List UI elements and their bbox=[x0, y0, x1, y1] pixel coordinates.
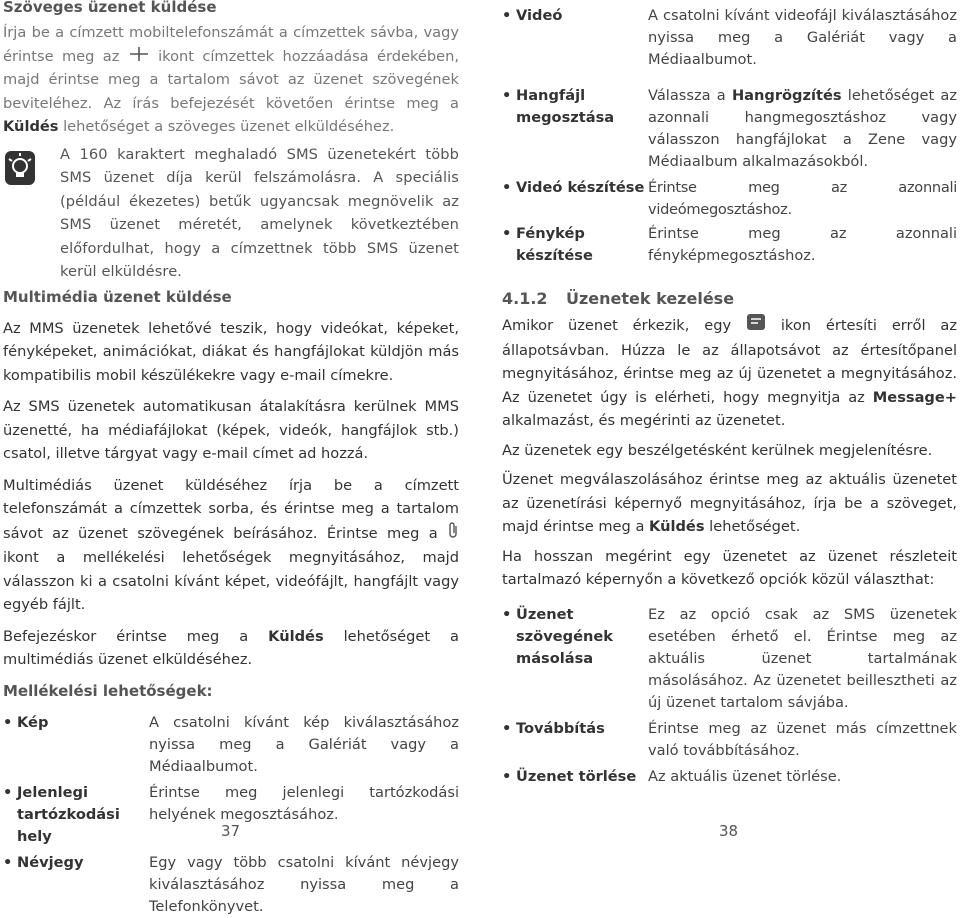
bullet-icon: • bbox=[502, 605, 512, 623]
attach-item-video bbox=[502, 5, 957, 71]
bullet-icon: • bbox=[3, 853, 13, 871]
attach-term: Kép bbox=[17, 713, 49, 731]
attach-heading: Mellékelési lehetőségek: bbox=[3, 681, 213, 700]
manage-p1-a: Amikor üzenet érkezik, egy bbox=[502, 316, 732, 334]
attach-item-audio bbox=[502, 85, 957, 173]
tip-text bbox=[60, 143, 459, 284]
bullet-icon: • bbox=[3, 713, 13, 731]
manage-p1-b: ikon értesíti erről az állapotsávban. Húzza le az állapotsávot az értesítőpanel megnyitásához, érintse meg az új üzenetet a megnyitásához. Az üzenetet úgy is elérheti, hogy megnyitja az bbox=[502, 316, 957, 406]
audio-desc-a: Válassza a bbox=[648, 87, 726, 104]
manage-p3-b: lehetőséget. bbox=[709, 518, 801, 535]
send-bold: Küldés bbox=[3, 118, 59, 136]
audio-desc-b: lehetőséget az azonnali hangmegosztáshoz vagy válasszon hangfájlokat a Zene vagy Médiaalbum alkalmazásokból. bbox=[648, 87, 958, 170]
page-number-left: 37 bbox=[221, 822, 241, 840]
attach-item-contact bbox=[3, 852, 459, 918]
mms-paragraph-3 bbox=[3, 474, 459, 617]
attach-desc: A csatolni kívánt kép kiválasztásához nyissa meg a Galériát vagy a Médiaalbumot. bbox=[149, 713, 459, 775]
sms-text-a: Írja be a címzett mobiltelefonszámát a címzettek sávba, vagy érintse meg az bbox=[3, 24, 459, 65]
manage-paragraph-2: Az üzenetek egy beszélgetésként kerülnek megjelenítésre. bbox=[502, 441, 933, 459]
manage-p1-c: alkalmazást, és megérinti az üzenetet. bbox=[502, 412, 786, 429]
attach-term: Fénykép készítése bbox=[516, 225, 593, 264]
section-heading bbox=[502, 287, 957, 311]
manage-p3-a: Üzenet megválaszolásához érintse meg az aktuális üzenetet az üzenetírási képernyő megnyitásához, írja be a szöveget, majd érintse meg a bbox=[502, 471, 957, 535]
mms-paragraph-2: Az SMS üzenetek automatikusan átalakításra kerülnek MMS üzenetté, ha médiafájlokat (képek, videók, hangfájlok stb.) csatol, illetve tárgyat vagy e-mail címet ad hozzá. bbox=[3, 398, 459, 463]
attach-desc: Érintse meg az azonnali fényképmegosztáshoz. bbox=[648, 225, 957, 264]
option-desc: Ez az opció csak az SMS üzenetek esetében érhető el. Érintse meg az aktuális üzenet tartalmának másolásához. Az üzenetet beillesztheti az új üzenet tartalom sávjába. bbox=[648, 605, 957, 711]
option-copy-text bbox=[502, 604, 957, 714]
attach-item-record-video bbox=[502, 177, 957, 221]
option-term: Továbbítás bbox=[516, 719, 605, 737]
manage-paragraph-4: Ha hosszan megérint egy üzenetet az üzenet részleteit tartalmazó képernyőn a következő opciók közül választhat: bbox=[502, 547, 957, 588]
bullet-icon: • bbox=[502, 225, 512, 242]
attach-term: Névjegy bbox=[17, 853, 84, 871]
sms-text-c: lehetőséget a szöveges üzenet elküldéséhez. bbox=[63, 118, 395, 136]
manage-paragraph-3 bbox=[502, 468, 957, 539]
mms-paragraph-1: Az MMS üzenetek lehetővé teszik, hogy videókat, képeket, fényképeket, animációkat, diákat és hangfájlokat küldjön más kompatibilis mobil készülékekre vagy e-mail címekre. bbox=[3, 319, 459, 384]
lightbulb-tip-icon bbox=[3, 143, 43, 284]
paperclip-icon bbox=[447, 521, 459, 547]
bullet-icon: • bbox=[502, 179, 512, 196]
sms-paragraph bbox=[3, 21, 459, 139]
mms-p4-text-b: lehetőséget a multimédiás üzenet elküldéséhez. bbox=[3, 627, 460, 669]
attach-desc: A csatolni kívánt videofájl kiválasztásához nyissa meg a Galériát vagy a Médiaalbumot. bbox=[648, 7, 957, 68]
message-plus-bold: Message+ bbox=[872, 388, 957, 406]
bullet-icon: • bbox=[502, 767, 512, 785]
record-bold: Hangrögzítés bbox=[731, 87, 842, 104]
option-delete bbox=[502, 766, 957, 788]
attach-desc: Érintse meg jelenlegi tartózkodási helyének megosztásához. bbox=[149, 783, 459, 823]
add-recipient-icon bbox=[128, 45, 150, 69]
attach-term: Videó bbox=[516, 7, 563, 24]
bullet-icon: • bbox=[502, 719, 512, 737]
option-term: Üzenet törlése bbox=[516, 767, 637, 785]
attach-item-photo bbox=[502, 223, 957, 267]
option-desc: Érintse meg az üzenet más címzettnek való továbbításához. bbox=[648, 719, 957, 759]
section-number: 4.1.2 bbox=[502, 289, 548, 308]
bullet-icon: • bbox=[502, 7, 512, 24]
tip-text-a: A 160 karaktert meghaladó SMS üzenetekért több SMS üzenet díja kerül felszámolásra. bbox=[60, 145, 459, 187]
attach-term: Videó készítése bbox=[516, 179, 645, 196]
send-bold-3: Küldés bbox=[649, 518, 705, 535]
attach-desc: Egy vagy több csatolni kívánt névjegy kiválasztásához nyissa meg a Telefonkönyvet. bbox=[149, 853, 459, 915]
page-number-right: 38 bbox=[719, 822, 739, 840]
option-term: Üzenet szövegének másolása bbox=[516, 605, 613, 667]
sms-heading: Szöveges üzenet küldése bbox=[3, 0, 217, 16]
option-desc: Az aktuális üzenet törlése. bbox=[648, 767, 842, 785]
tip-text-b: A speciális (például ékezetes) betűk ugyancsak megnövelik az SMS üzenet méretét, amelynek következtében előfordulhat, hogy a címzettnek több SMS üzenet kerül elküldésre. bbox=[60, 169, 459, 281]
bullet-icon: • bbox=[502, 87, 512, 104]
manage-paragraph-1 bbox=[502, 313, 957, 433]
sms-text-b: ikont címzettek hozzáadása érdekében, majd érintse meg a tartalom sávot az üzenet szövegének beviteléhez. Az írás befejezését követően érintse meg a bbox=[3, 47, 459, 112]
mms-p3-text-b: ikont a mellékelési lehetőségek megnyitásához, majd válasszon ki a csatolni kívánt képet, videófájlt, hangfájlt vagy egyéb fájlt. bbox=[3, 549, 459, 614]
left-page bbox=[3, 0, 459, 918]
attach-term: Jelenlegi tartózkodási hely bbox=[17, 783, 120, 845]
section-title: Üzenetek kezelése bbox=[566, 289, 735, 308]
message-notification-icon bbox=[746, 313, 766, 339]
send-bold-2: Küldés bbox=[268, 627, 324, 645]
attach-desc bbox=[648, 85, 957, 173]
attach-term: Hangfájl megosztása bbox=[516, 87, 615, 126]
mms-p4-text-a: Befejezéskor érintse meg a bbox=[3, 627, 249, 645]
right-page bbox=[502, 0, 957, 788]
mms-p3-text-a: Multimédiás üzenet küldéséhez írja be a címzett telefonszámát a címzettek sorba, és érintse meg a tartalom sávot az üzenet szövegének beírásához. Érintse meg a bbox=[3, 476, 459, 542]
attach-desc: Érintse meg az azonnali videómegosztáshoz. bbox=[648, 179, 957, 218]
tip-box bbox=[3, 143, 459, 284]
bullet-icon: • bbox=[3, 783, 13, 801]
attach-item-image bbox=[3, 712, 459, 778]
mms-paragraph-4 bbox=[3, 625, 459, 672]
option-forward bbox=[502, 718, 957, 762]
mms-heading: Multimédia üzenet küldése bbox=[3, 287, 232, 306]
